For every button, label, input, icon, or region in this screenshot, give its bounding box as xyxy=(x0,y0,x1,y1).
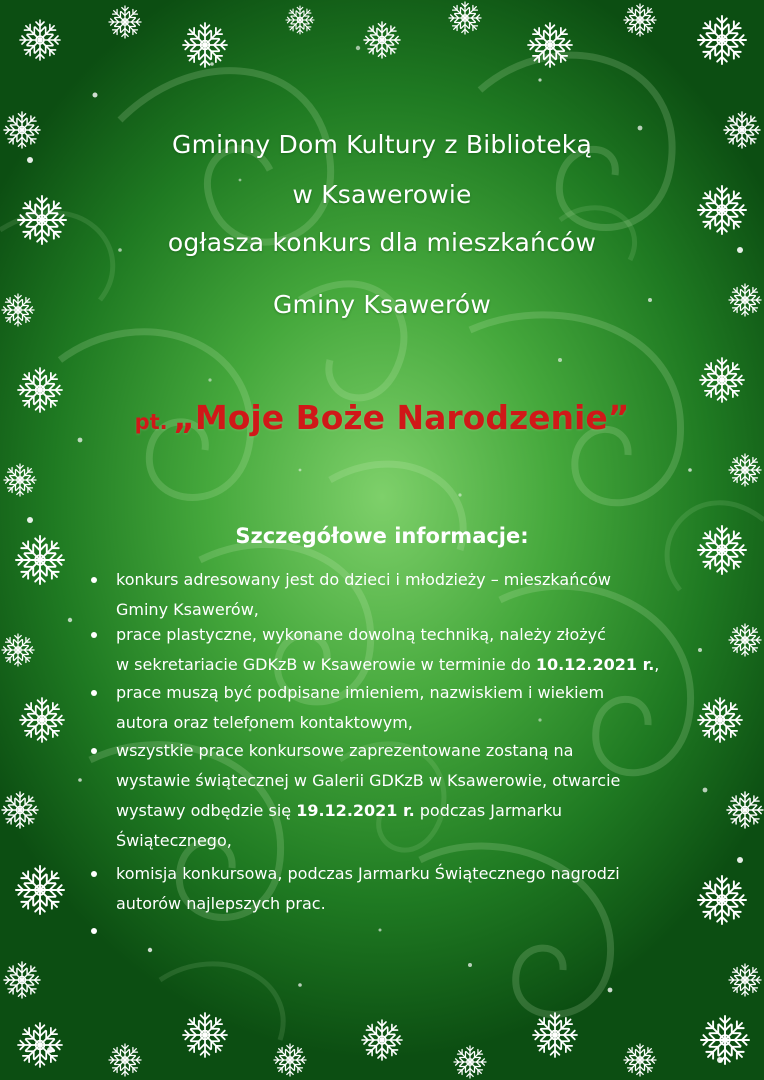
bullet-icon xyxy=(91,748,97,754)
bullet-2-punct: , xyxy=(654,655,660,674)
bullet-5-line-2: autorów najlepszych prac. xyxy=(116,894,326,913)
deadline-date: 10.12.2021 r. xyxy=(535,655,655,674)
bullet-4-line-1: wszystkie prace konkursowe zaprezentowane zostaną na xyxy=(116,741,574,760)
bullet-4-text: wystawy odbędzie się xyxy=(116,801,297,820)
info-heading: Szczegółowe informacje: xyxy=(235,524,529,548)
bullet-5-line-1: komisja konkursowa, podczas Jarmarku Świątecznego nagrodzi xyxy=(116,864,620,883)
bullet-1-line-2: Gminy Ksawerów, xyxy=(116,600,259,619)
bullet-icon xyxy=(91,690,97,696)
contest-title xyxy=(0,398,764,437)
bullet-icon xyxy=(91,928,97,934)
bullet-4-line-2: wystawie świątecznej w Galerii GDKzB w Ksawerowie, otwarcie xyxy=(116,771,621,790)
bullet-4-text-end: podczas Jarmarku xyxy=(414,801,562,820)
header-line-2: w Ksawerowie xyxy=(292,180,472,209)
bullet-1-line-1: konkurs adresowany jest do dzieci i młodzieży – mieszkańców xyxy=(116,570,612,589)
bullet-3-line-2: autora oraz telefonem kontaktowym, xyxy=(116,713,413,732)
title-name: „Moje Boże Narodzenie” xyxy=(173,398,630,437)
bullet-2-line-2 xyxy=(116,654,659,676)
bullet-3-line-1: prace muszą być podpisane imieniem, nazwiskiem i wiekiem xyxy=(116,683,605,702)
title-prefix: pt. xyxy=(134,410,168,434)
bullet-2-text: w sekretariacie GDKzB w Ksawerowie w terminie do xyxy=(116,655,536,674)
header-line-3: ogłasza konkurs dla mieszkańców xyxy=(167,228,597,257)
bullet-icon xyxy=(91,632,97,638)
bullet-icon xyxy=(91,871,97,877)
bullet-2-line-1: prace plastyczne, wykonane dowolną techniką, należy złożyć xyxy=(116,625,606,644)
bullet-4-line-3 xyxy=(116,800,562,822)
exhibition-date: 19.12.2021 r. xyxy=(296,801,415,820)
header-line-4: Gminy Ksawerów xyxy=(272,290,492,319)
header-line-1: Gminny Dom Kultury z Biblioteką xyxy=(172,130,592,159)
bullet-4-line-4: Świątecznego, xyxy=(116,831,232,850)
bullet-icon xyxy=(91,577,97,583)
